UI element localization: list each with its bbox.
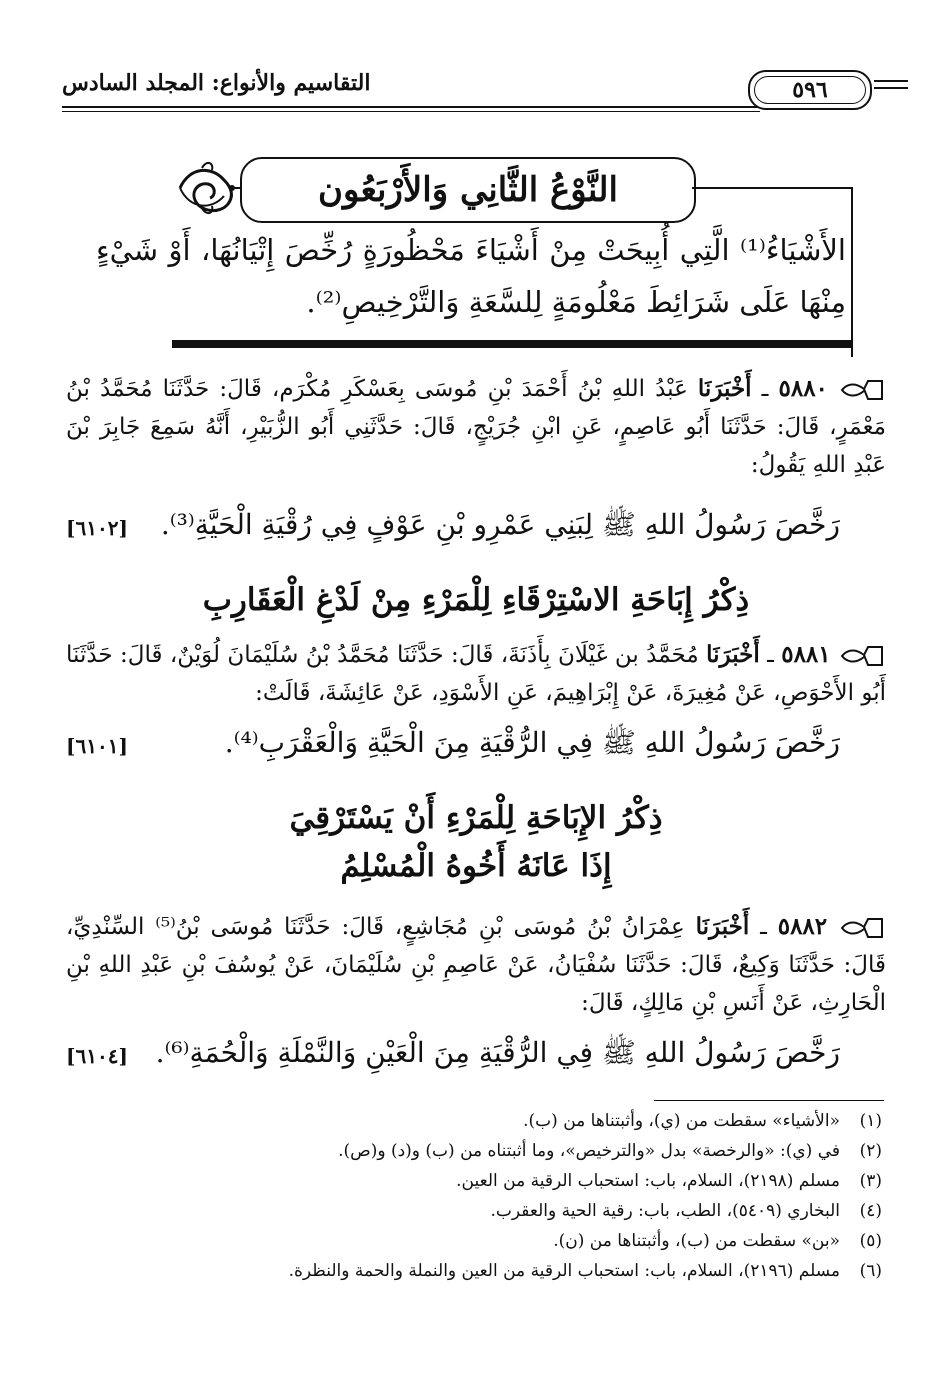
footnote-number: (١) — [859, 1111, 882, 1131]
hadith-marker-icon — [838, 915, 886, 941]
footnote-number: (٦) — [859, 1261, 882, 1281]
footnote-text: البخاري (٥٤٠٩)، الطب، باب: رقية الحية والعقرب. — [490, 1201, 840, 1221]
footnote-number: (٣) — [859, 1171, 882, 1191]
header-rule-thin — [62, 111, 760, 112]
footnote — [150, 1166, 882, 1196]
chapter-title — [240, 157, 696, 223]
hadith-akhbarana: أَخْبَرَنَا — [697, 375, 752, 402]
hadith-number: ٥٨٨٠ — [778, 375, 828, 402]
hadith-matn-text: رَخَّصَ رَسُولُ اللهِ ﷺ لِبَنِي عَمْرِو بْنِ عَوْفٍ فِي رُقْيَةِ الْحَيَّةِ⁽³⁾. — [160, 508, 840, 541]
chapter-rule — [172, 340, 852, 348]
footnote-text: «بن» سقطت من (ب)، وأثبتناها من (ن). — [553, 1231, 840, 1251]
hadith-matn — [66, 1036, 886, 1082]
footnote — [150, 1106, 882, 1136]
footnote-number: (٢) — [859, 1141, 882, 1161]
page-number-bars — [874, 80, 908, 94]
page-number-text: ٥٩٦ — [792, 77, 828, 103]
running-header-title: التقاسيم والأنواع: المجلد السادس — [62, 70, 371, 96]
footnote — [150, 1226, 882, 1256]
chapter-frame-line — [692, 187, 852, 189]
footnote-text: في (ي): «والرخصة» بدل «والترخيص»، وما أثبتناه من (ب) و(د) و(ص). — [338, 1141, 840, 1161]
footnote-text: مسلم (٢١٩٦)، السلام، باب: استحباب الرقية من العين والنملة والحمة والنظرة. — [288, 1261, 840, 1281]
hadith-marker-icon — [838, 643, 886, 669]
hadith-akhbarana: أَخْبَرَنَا — [695, 913, 750, 940]
hadith-matn-text: رَخَّصَ رَسُولُ اللهِ ﷺ فِي الرُّقْيَةِ مِنَ الْعَيْنِ وَالنَّمْلَةِ وَالْحُمَةِ⁽⁶⁾. — [155, 1036, 840, 1069]
hadith-isnad: ٥٨٨١ ـ أَخْبَرَنَا مُحَمَّدُ بن غَيْلَانَ بِأَذَنَةَ، قَالَ: حَدَّثَنَا مُحَمَّدُ بْنُ سُلَيْمَانَ لُوَيْنٌ، قَالَ: حَدَّثَنَا أَبُو الأَحْوَصِ، عَنْ مُغِيرَةَ، عَنْ إِبْرَاهِيمَ، عَنِ الأَسْوَدِ، عَنْ عَائِشَةَ، قَالَتْ: — [66, 641, 886, 706]
footnote-number: (٥) — [859, 1231, 882, 1251]
hadith-number: ٥٨٨١ — [781, 641, 831, 668]
hadith-reference: [٦١٠١] — [66, 734, 128, 758]
hadith-matn — [66, 508, 886, 554]
ornament-icon — [172, 158, 242, 218]
footnote — [150, 1196, 882, 1226]
chapter-frame-line — [851, 187, 853, 357]
footnotes — [150, 1106, 882, 1286]
hadith-isnad: ٥٨٨٢ ـ أَخْبَرَنَا عِمْرَانُ بْنُ مُوسَى بْنِ مُجَاشِعٍ، قَالَ: حَدَّثَنَا مُوسَى بْنُ⁽⁵⁾ السِّنْدِيِّ، قَالَ: حَدَّثَنَا وَكِيعٌ، قَالَ: حَدَّثَنَا سُفْيَانُ، عَنْ عَاصِمِ بْنِ سُلَيْمَانَ، عَنْ يُوسُفَ بْنِ عَبْدِ اللهِ بْنِ الْحَارِثِ، عَنْ أَنَسِ بْنِ مَالِكٍ، قَالَ: — [66, 913, 886, 1016]
footnote — [150, 1256, 882, 1286]
hadith-matn — [66, 726, 886, 772]
chapter-description: الأَشْيَاءُ⁽¹⁾ الَّتِي أُبِيحَتْ مِنْ أَشْيَاءَ مَحْظُورَةٍ رُخِّصَ إِتْيَانُهَا، أَوْ شَيْءٍ مِنْهَا عَلَى شَرَائِطَ مَعْلُومَةٍ لِلسَّعَةِ وَالتَّرْخِيصِ⁽²⁾. — [96, 233, 846, 319]
hadith-number: ٥٨٨٢ — [777, 913, 828, 940]
section-title: ذِكْرُ إِبَاحَةِ الاسْتِرْقَاءِ لِلْمَرْءِ مِنْ لَدْغِ الْعَقَارِبِ — [202, 582, 750, 618]
page-header — [40, 64, 910, 108]
footnote — [150, 1136, 882, 1166]
hadith-isnad: ٥٨٨٠ ـ أَخْبَرَنَا عَبْدُ اللهِ بْنُ أَحْمَدَ بْنِ مُوسَى بِعَسْكَرِ مُكْرَم، قَالَ: حَدَّثَنَا مُحَمَّدُ بْنُ مَعْمَرٍ، قَالَ: حَدَّثَنَا أَبُو عَاصِمٍ، عَنِ ابْنِ جُرَيْجٍ، قَالَ: حَدَّثَنِي أَبُو الزُّبَيْرِ، أَنَّهُ سَمِعَ جَابِرَ بْنَ عَبْدِ اللهِ يَقُولُ: — [66, 375, 886, 478]
footnote-rule — [654, 1100, 884, 1101]
page-number — [748, 70, 872, 110]
header-rule — [62, 106, 760, 108]
hadith-marker-icon — [838, 377, 886, 403]
section-title-line1: ذِكْرُ الإِبَاحَةِ لِلْمَرْءِ أَنْ يَسْتَرْقِيَ — [289, 800, 663, 836]
footnote-number: (٤) — [859, 1201, 882, 1221]
section-title-line2: إِذَا عَانَهُ أَخُوهُ الْمُسْلِمُ — [340, 848, 612, 884]
hadith-reference: [٦١٠٢] — [66, 516, 128, 540]
hadith-matn-text: رَخَّصَ رَسُولُ اللهِ ﷺ فِي الرُّقْيَةِ مِنَ الْحَيَّةِ وَالْعَقْرَبِ⁽⁴⁾. — [224, 726, 840, 759]
footnote-text: مسلم (٢١٩٨)، السلام، باب: استحباب الرقية من العين. — [456, 1171, 840, 1191]
chapter-title-text: النَّوْعُ الثَّانِي وَالأَرْبَعُون — [318, 170, 618, 210]
hadith-isnad-text: مُحَمَّدُ بن غَيْلَانَ بِأَذَنَةَ، قَالَ: حَدَّثَنَا مُحَمَّدُ بْنُ سُلَيْمَانَ لُوَيْنٌ، قَالَ: حَدَّثَنَا أَبُو الأَحْوَصِ، عَنْ مُغِيرَةَ، عَنْ إِبْرَاهِيمَ، عَنِ الأَسْوَدِ، عَنْ عَائِشَةَ، قَالَتْ: — [66, 642, 886, 706]
hadith-isnad-text: عِمْرَانُ بْنُ مُوسَى بْنِ مُجَاشِعٍ، قَالَ: حَدَّثَنَا مُوسَى بْنُ⁽⁵⁾ السِّنْدِيِّ، قَالَ: حَدَّثَنَا وَكِيعٌ، قَالَ: حَدَّثَنَا سُفْيَانُ، عَنْ عَاصِمِ بْنِ سُلَيْمَانَ، عَنْ يُوسُفَ بْنِ عَبْدِ اللهِ بْنِ الْحَارِثِ، عَنْ أَنَسِ بْنِ مَالِكٍ، قَالَ: — [66, 914, 886, 1016]
hadith-reference: [٦١٠٤] — [66, 1044, 128, 1068]
footnote-text: «الأشياء» سقطت من (ي)، وأثبتناها من (ب). — [523, 1111, 840, 1131]
hadith-isnad-text: عَبْدُ اللهِ بْنُ أَحْمَدَ بْنِ مُوسَى بِعَسْكَرِ مُكْرَم، قَالَ: حَدَّثَنَا مُحَمَّدُ بْنُ مَعْمَرٍ، قَالَ: حَدَّثَنَا أَبُو عَاصِمٍ، عَنِ ابْنِ جُرَيْجٍ، قَالَ: حَدَّثَنِي أَبُو الزُّبَيْرِ، أَنَّهُ سَمِعَ جَابِرَ بْنَ عَبْدِ اللهِ يَقُولُ: — [66, 376, 886, 478]
hadith-akhbarana: أَخْبَرَنَا — [706, 641, 760, 668]
